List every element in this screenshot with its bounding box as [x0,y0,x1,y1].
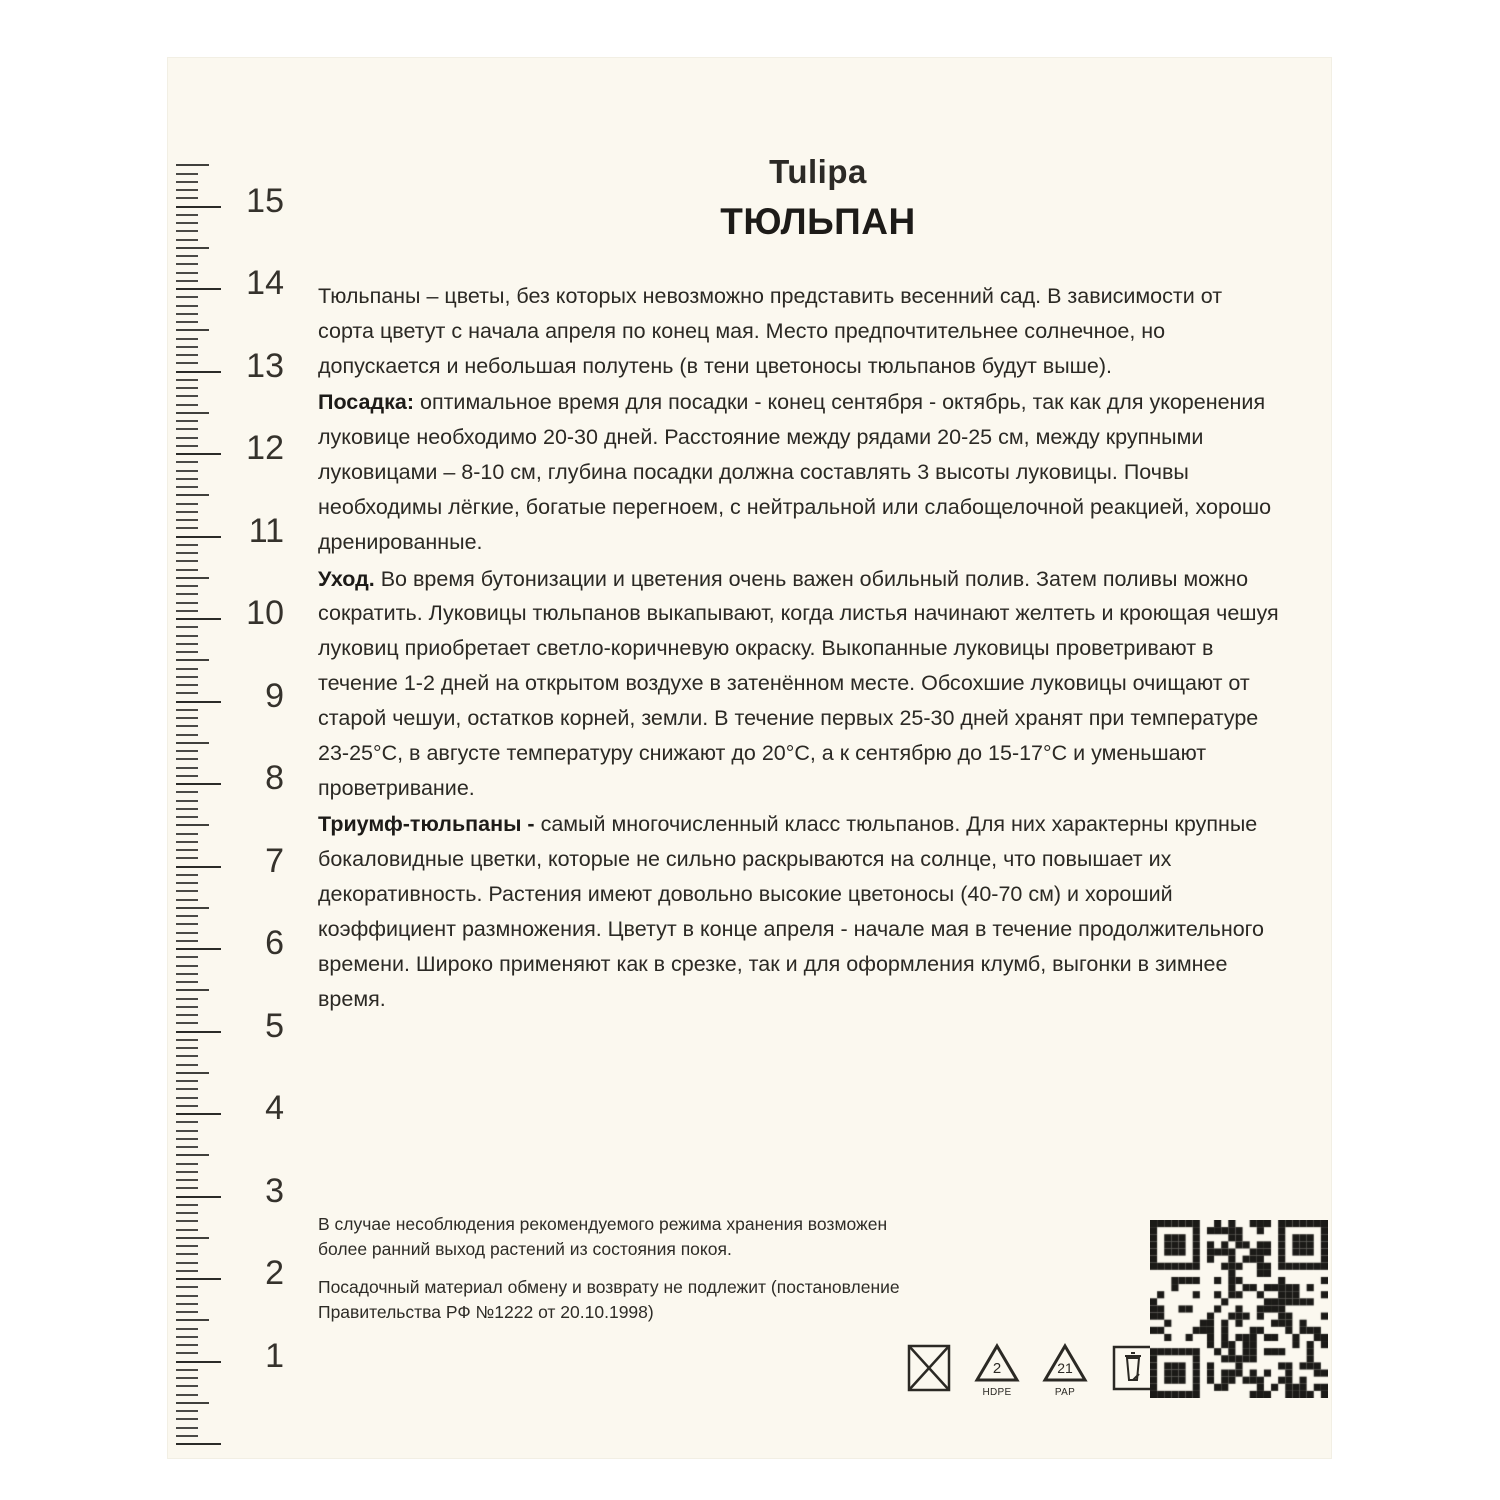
ruler-label-9: 9 [265,676,284,715]
page-title: ТЮЛЬПАН [720,201,916,242]
ruler-tick-minor [176,1121,198,1123]
ruler-tick-minor [176,1204,198,1206]
ruler-tick-minor [176,1006,198,1008]
title-block [318,153,1318,243]
ruler-tick-minor [176,593,198,595]
ruler-tick-minor [176,313,198,315]
ruler-tick-minor [176,1163,198,1165]
ruler-tick-minor [176,1245,198,1247]
ruler-tick-minor [176,1138,198,1140]
ruler-label-1: 1 [265,1336,284,1375]
ruler-tick-major [176,701,221,703]
ruler-label-11: 11 [248,511,284,550]
ruler-tick-minor [176,1179,198,1181]
ruler-tick-minor [176,511,198,513]
section-care-heading: Уход. [318,566,375,591]
ruler-tick-minor [176,1328,198,1330]
ruler-tick-minor [176,643,198,645]
ruler-tick-minor [176,1303,198,1305]
ruler-label-4: 4 [265,1089,284,1127]
ruler-tick-major [176,206,221,208]
ruler-tick-minor [176,569,198,571]
section-care [318,562,1283,806]
svg-text:2: 2 [992,1360,1002,1377]
ruler-tick-minor [176,527,198,529]
ruler-tick-minor [176,940,198,942]
qr-code[interactable] [1150,1220,1328,1398]
ruler-tick-minor [176,272,198,274]
recycle-pap-icon [1039,1340,1091,1396]
ruler-tick-major [176,1196,221,1198]
ruler-tick-minor [176,189,198,191]
ruler-tick-minor [176,338,198,340]
ruler-tick-minor [176,684,198,686]
ruler-tick-minor [176,354,198,356]
ruler-label-7: 7 [265,841,284,880]
ruler-tick-minor [176,725,198,727]
ruler-tick-minor [176,1311,198,1313]
ruler-tick-minor [176,1220,198,1222]
ruler-label-8: 8 [265,759,284,797]
ruler-tick-minor [176,214,198,216]
ruler-tick-minor [176,164,209,166]
ruler-label-13: 13 [246,346,284,385]
ruler-tick-major [176,866,221,868]
ruler-tick-minor [176,379,198,381]
ruler-tick-minor [176,775,198,777]
ruler-tick-major [176,948,221,950]
ruler-tick-minor [176,816,198,818]
packet-footer [318,1198,1328,1398]
recycle-pap-caption: PAP [1054,1387,1076,1398]
ruler-tick-minor [176,808,198,810]
ruler-tick-minor [176,1097,198,1099]
ruler-tick-minor [176,1146,198,1148]
ruler-tick-major [176,618,221,620]
ruler-tick-minor [176,989,209,991]
ruler-tick-minor [176,305,198,307]
ruler-tick-major [176,1031,221,1033]
ruler-tick-minor [176,1410,198,1412]
ruler-tick-minor [176,197,198,199]
ruler-tick-minor [176,387,198,389]
ruler-tick-minor [176,890,198,892]
ruler-tick-minor [176,321,198,323]
ruler-tick-minor [176,420,198,422]
ruler-tick-minor [176,428,198,430]
section-care-text: Во время бутонизации и цветения очень важен обильный полив. Затем поливы можно сократить. Луковицы тюльпанов выкапывают, когда листья начинают желтеть и кроющая чешуя луковиц приобретает светло-коричневую окраску. Выкопанные луковицы проветривают в течение 1-2 дней на открытом воздухе в затенённом месте. Обсохшие луковицы очищают от старой чешуи, остатков корней, земли. В течение первых 25-30 дней хранят при температуре 23-25°С, в августе температуру снижают до 20°С, а к сентябрю до 15-17°С и уменьшают проветривание. [318,566,1279,800]
ruler-label-3: 3 [265,1171,284,1210]
ruler-tick-minor [176,1154,209,1156]
ruler-tick-minor [176,1286,198,1288]
ruler-tick-minor [176,1022,198,1024]
ruler-tick-minor [176,932,198,934]
ruler-tick-minor [176,1369,198,1371]
ruler-tick-minor [176,635,198,637]
ruler-tick-minor [176,767,198,769]
ruler-tick-minor [176,519,198,521]
ruler-tick-minor [176,1171,198,1173]
ruler-tick-minor [176,1336,198,1338]
ruler-tick-minor [176,998,198,1000]
ruler-tick-minor [176,437,198,439]
ruler-tick-minor [176,346,198,348]
ruler-tick-minor [176,239,198,241]
section-triumph-heading: Триумф-тюльпаны - [318,812,535,837]
ruler-tick-minor [176,404,198,406]
recycling-marks [903,1340,1159,1396]
ruler-tick-minor [176,824,209,826]
ruler-tick-minor [176,800,198,802]
ruler-tick-minor [176,247,209,249]
ruler-tick-minor [176,965,198,967]
seed-packet-back [168,58,1331,1458]
ruler-tick-minor [176,602,198,604]
legal-storage-note: В случае несоблюдения рекомендуемого режима хранения возможен более ранний выход растений из состояния покоя. [318,1214,888,1260]
ruler-label-5: 5 [265,1006,284,1045]
ruler-tick-minor [176,1088,198,1090]
ruler-tick-minor [176,833,198,835]
ruler-tick-minor [176,626,198,628]
ruler-tick-minor [176,791,198,793]
ruler-tick-minor [176,709,198,711]
ruler-tick-minor [176,1187,198,1189]
ruler-tick-major [176,371,221,373]
ruler-tick-minor [176,486,198,488]
section-planting [318,385,1283,559]
ruler-tick-minor [176,1047,198,1049]
ruler-tick-minor [176,1253,198,1255]
ruler-tick-minor [176,395,198,397]
latin-name: Tulipa [769,153,867,190]
ruler-tick-minor [176,659,209,661]
ruler-tick-major [176,783,221,785]
legal-notice [318,1212,938,1326]
ruler-tick-minor [176,610,198,612]
ruler-tick-minor [176,1130,198,1132]
ruler-tick-major [176,536,221,538]
ruler-tick-minor [176,255,198,257]
ruler-tick-minor [176,412,209,414]
ruler-tick-minor [176,1394,198,1396]
ruler-tick-major [176,453,221,455]
ruler-tick-minor [176,173,198,175]
ruler-tick-minor [176,461,198,463]
section-triumph [318,807,1283,1016]
ruler-tick-minor [176,1064,198,1066]
ruler-tick-minor [176,857,198,859]
ruler-tick-minor [176,676,198,678]
ruler-tick-minor [176,1295,198,1297]
ruler-tick-minor [176,915,198,917]
ruler-tick-minor [176,1229,198,1231]
ruler-label-14: 14 [246,264,284,302]
ruler-tick-major [176,1361,221,1363]
ruler-tick-minor [176,1080,198,1082]
ruler-tick-minor [176,1262,198,1264]
ruler-label-12: 12 [246,429,284,467]
ruler-tick-minor [176,263,198,265]
ruler-label-2: 2 [265,1254,284,1292]
ruler-label-6: 6 [265,924,284,962]
ruler-tick-minor [176,849,198,851]
ruler-tick-minor [176,907,209,909]
ruler-tick-minor [176,1055,198,1057]
ruler-tick-minor [176,956,198,958]
ruler-label-10: 10 [246,594,284,632]
ruler-tick-minor [176,981,198,983]
ruler-tick-minor [176,899,198,901]
ruler-tick-minor [176,1385,198,1387]
ruler-tick-minor [176,1212,198,1214]
ruler-label-15: 15 [246,181,284,220]
intro-paragraph: Тюльпаны – цветы, без которых невозможно представить весенний сад. В зависимости от сорта цветут с начала апреля по конец мая. Место предпочтительнее солнечное, но допускается и небольшая полутень (в тени цветоносы тюльпанов будут выше). [318,284,1223,378]
ruler-tick-minor [176,651,198,653]
description-body [318,279,1283,1016]
ruler-tick-minor [176,544,198,546]
ruler-tick-minor [176,742,209,744]
ruler-tick-minor [176,973,198,975]
ruler-tick-minor [176,230,198,232]
ruler-tick-minor [176,222,198,224]
ruler-tick-minor [176,280,198,282]
ruler-tick-minor [176,1072,209,1074]
ruler-tick-minor [176,1319,209,1321]
section-planting-heading: Посадка: [318,390,415,415]
ruler-tick-minor [176,1105,198,1107]
ruler-tick-major [176,288,221,290]
ruler-tick-minor [176,445,198,447]
ruler-tick-minor [176,1352,198,1354]
ruler-tick-minor [176,1039,198,1041]
ruler-tick-minor [176,577,209,579]
ruler-tick-minor [176,1014,198,1016]
ruler-tick-minor [176,1344,198,1346]
recycle-hdpe-caption: HDPE [982,1387,1012,1398]
ruler-tick-minor [176,181,198,183]
legal-return-note: Посадочный материал обмену и возврату не подлежит (постановление Правительства РФ №1222 от 20.10.1998) [318,1276,900,1323]
ruler-tick-minor [176,717,198,719]
ruler-tick-minor [176,734,198,736]
ruler-tick-minor [176,552,198,554]
ruler-tick-minor [176,1377,198,1379]
ruler-tick-minor [176,362,198,364]
ruler-scale [168,58,298,1458]
ruler-tick-minor [176,494,209,496]
ruler-tick-minor [176,1427,198,1429]
recycle-hdpe-icon [971,1340,1023,1396]
ruler-tick-major [176,1443,221,1445]
ruler-tick-major [176,1278,221,1280]
do-not-litter-crossed-icon [903,1340,955,1396]
ruler-tick-minor [176,1270,198,1272]
ruler-tick-major [176,1113,221,1115]
section-triumph-text: самый многочисленный класс тюльпанов. Для них характерны крупные бокаловидные цветки, которые не сильно раскрываются на солнце, что повышает их декоративность. Растения имеют довольно высокие цветоносы (40-70 см) и хороший коэффициент размножения. Цветут в конце апреля - начале мая в течение продолжительного времени. Широко применяют как в срезке, так и для оформления клумб, выгонки в зимнее время. [318,812,1264,1011]
ruler-tick-minor [176,585,198,587]
ruler-tick-minor [176,1237,209,1239]
ruler-tick-minor [176,329,209,331]
ruler-tick-minor [176,923,198,925]
svg-text:21: 21 [1057,1360,1073,1376]
ruler-tick-minor [176,470,198,472]
section-planting-text: оптимальное время для посадки - конец сентября - октябрь, так как для укоренения луковице необходимо 20-30 дней. Расстояние между рядами 20-25 см, между крупными луковицами – 8-10 см, глубина посадки должна составлять 3 высоты луковицы. Почвы необходимы лёгкие, богатые перегноем, с нейтральной или слабощелочной реакцией, хорошо дренированные. [318,390,1272,554]
ruler-tick-minor [176,560,198,562]
ruler-tick-minor [176,1402,209,1404]
ruler-tick-minor [176,882,198,884]
ruler-tick-minor [176,503,198,505]
ruler-tick-minor [176,668,198,670]
ruler-tick-minor [176,692,198,694]
ruler-tick-minor [176,841,198,843]
ruler-tick-minor [176,478,198,480]
ruler-tick-minor [176,750,198,752]
ruler-tick-minor [176,296,198,298]
ruler-tick-minor [176,758,198,760]
ruler-tick-minor [176,1418,198,1420]
ruler-tick-minor [176,1435,198,1437]
ruler-tick-minor [176,874,198,876]
